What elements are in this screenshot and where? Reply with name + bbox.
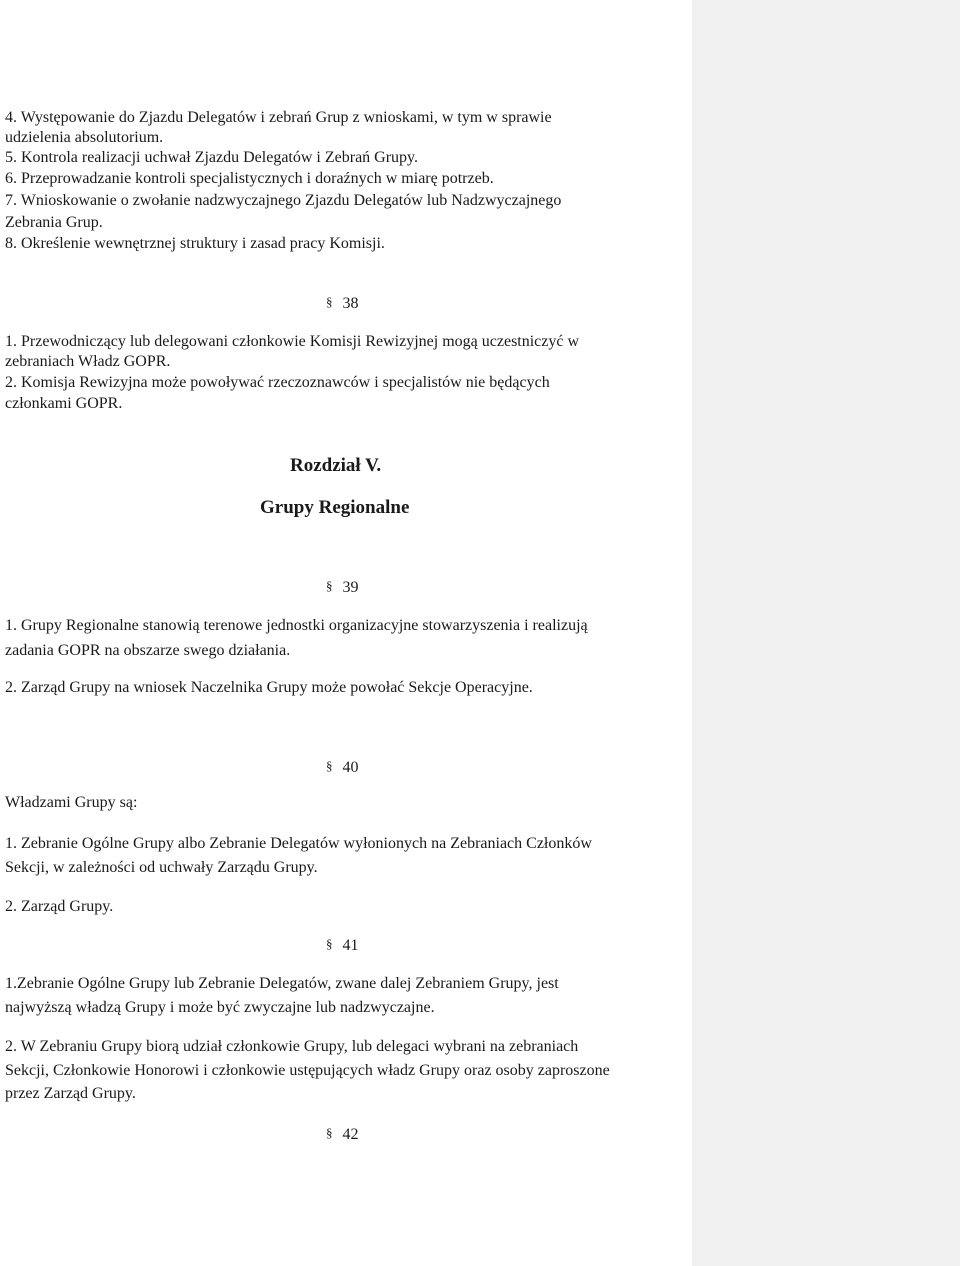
section-38-line: członkami GOPR. xyxy=(5,395,123,412)
section-39-line: 1. Grupy Regionalne stanowią terenowe jednostki organizacyjne stowarzyszenia i realizują xyxy=(5,617,588,634)
paragraph-sign-icon: § xyxy=(326,936,333,951)
section-41-line: 1.Zebranie Ogólne Grupy lub Zebranie Delegatów, zwane dalej Zebraniem Grupy, jest xyxy=(5,975,559,992)
section-38-line: 1. Przewodniczący lub delegowani członkowie Komisji Rewizyjnej mogą uczestniczyć w xyxy=(5,333,580,350)
section-40-heading xyxy=(326,756,359,778)
section-number: 39 xyxy=(342,579,359,596)
section-41-line: przez Zarząd Grupy. xyxy=(5,1085,136,1102)
section-38-line: 2. Komisja Rewizyjna może powoływać rzeczoznawców i specjalistów nie będących xyxy=(5,374,550,391)
section-40-line: 1. Zebranie Ogólne Grupy albo Zebranie Delegatów wyłonionych na Zebraniach Członków xyxy=(5,835,592,852)
section-41-line: najwyższą władzą Grupy i może być zwyczajne lub nadzwyczajne. xyxy=(5,999,435,1016)
paragraph-sign-icon: § xyxy=(326,294,333,309)
section-38-heading xyxy=(326,292,359,314)
section-40-line: Sekcji, w zależności od uchwały Zarządu Grupy. xyxy=(5,859,318,876)
section-39-line: zadania GOPR na obszarze swego działania. xyxy=(5,642,291,659)
section-41-line: Sekcji, Członkowie Honorowi i członkowie ustępujących władz Grupy oraz osoby zaproszone xyxy=(5,1062,610,1079)
list-item: udzielenia absolutorium. xyxy=(5,129,164,146)
section-number: 38 xyxy=(342,295,359,312)
section-42-heading xyxy=(326,1123,359,1145)
section-39-line: 2. Zarząd Grupy na wniosek Naczelnika Grupy może powołać Sekcje Operacyjne. xyxy=(5,679,533,696)
chapter-title: Rozdział V. xyxy=(290,455,382,476)
section-number: 42 xyxy=(342,1126,359,1143)
section-41-line: 2. W Zebraniu Grupy biorą udział członkowie Grupy, lub delegaci wybrani na zebraniach xyxy=(5,1038,579,1055)
paragraph-sign-icon: § xyxy=(326,1125,333,1140)
section-40-line: Władzami Grupy są: xyxy=(5,794,138,811)
section-number: 41 xyxy=(342,937,359,954)
comment-margin-panel xyxy=(692,0,960,1266)
paragraph-sign-icon: § xyxy=(326,578,333,593)
paragraph-sign-icon: § xyxy=(326,758,333,773)
list-item: 7. Wnioskowanie o zwołanie nadzwyczajnego Zjazdu Delegatów lub Nadzwyczajnego xyxy=(5,192,562,209)
list-item: 6. Przeprowadzanie kontroli specjalistycznych i doraźnych w miarę potrzeb. xyxy=(5,170,494,187)
chapter-subtitle: Grupy Regionalne xyxy=(260,497,410,518)
section-38-line: zebraniach Władz GOPR. xyxy=(5,353,171,370)
section-40-line: 2. Zarząd Grupy. xyxy=(5,898,114,915)
section-39-heading xyxy=(326,576,359,598)
list-item: 4. Występowanie do Zjazdu Delegatów i zebrań Grup z wnioskami, w tym w sprawie xyxy=(5,109,552,126)
section-number: 40 xyxy=(342,759,359,776)
list-item: Zebrania Grup. xyxy=(5,214,103,231)
section-41-heading xyxy=(326,934,359,956)
list-item: 8. Określenie wewnętrznej struktury i zasad pracy Komisji. xyxy=(5,235,385,252)
list-item: 5. Kontrola realizacji uchwał Zjazdu Delegatów i Zebrań Grupy. xyxy=(5,149,419,166)
